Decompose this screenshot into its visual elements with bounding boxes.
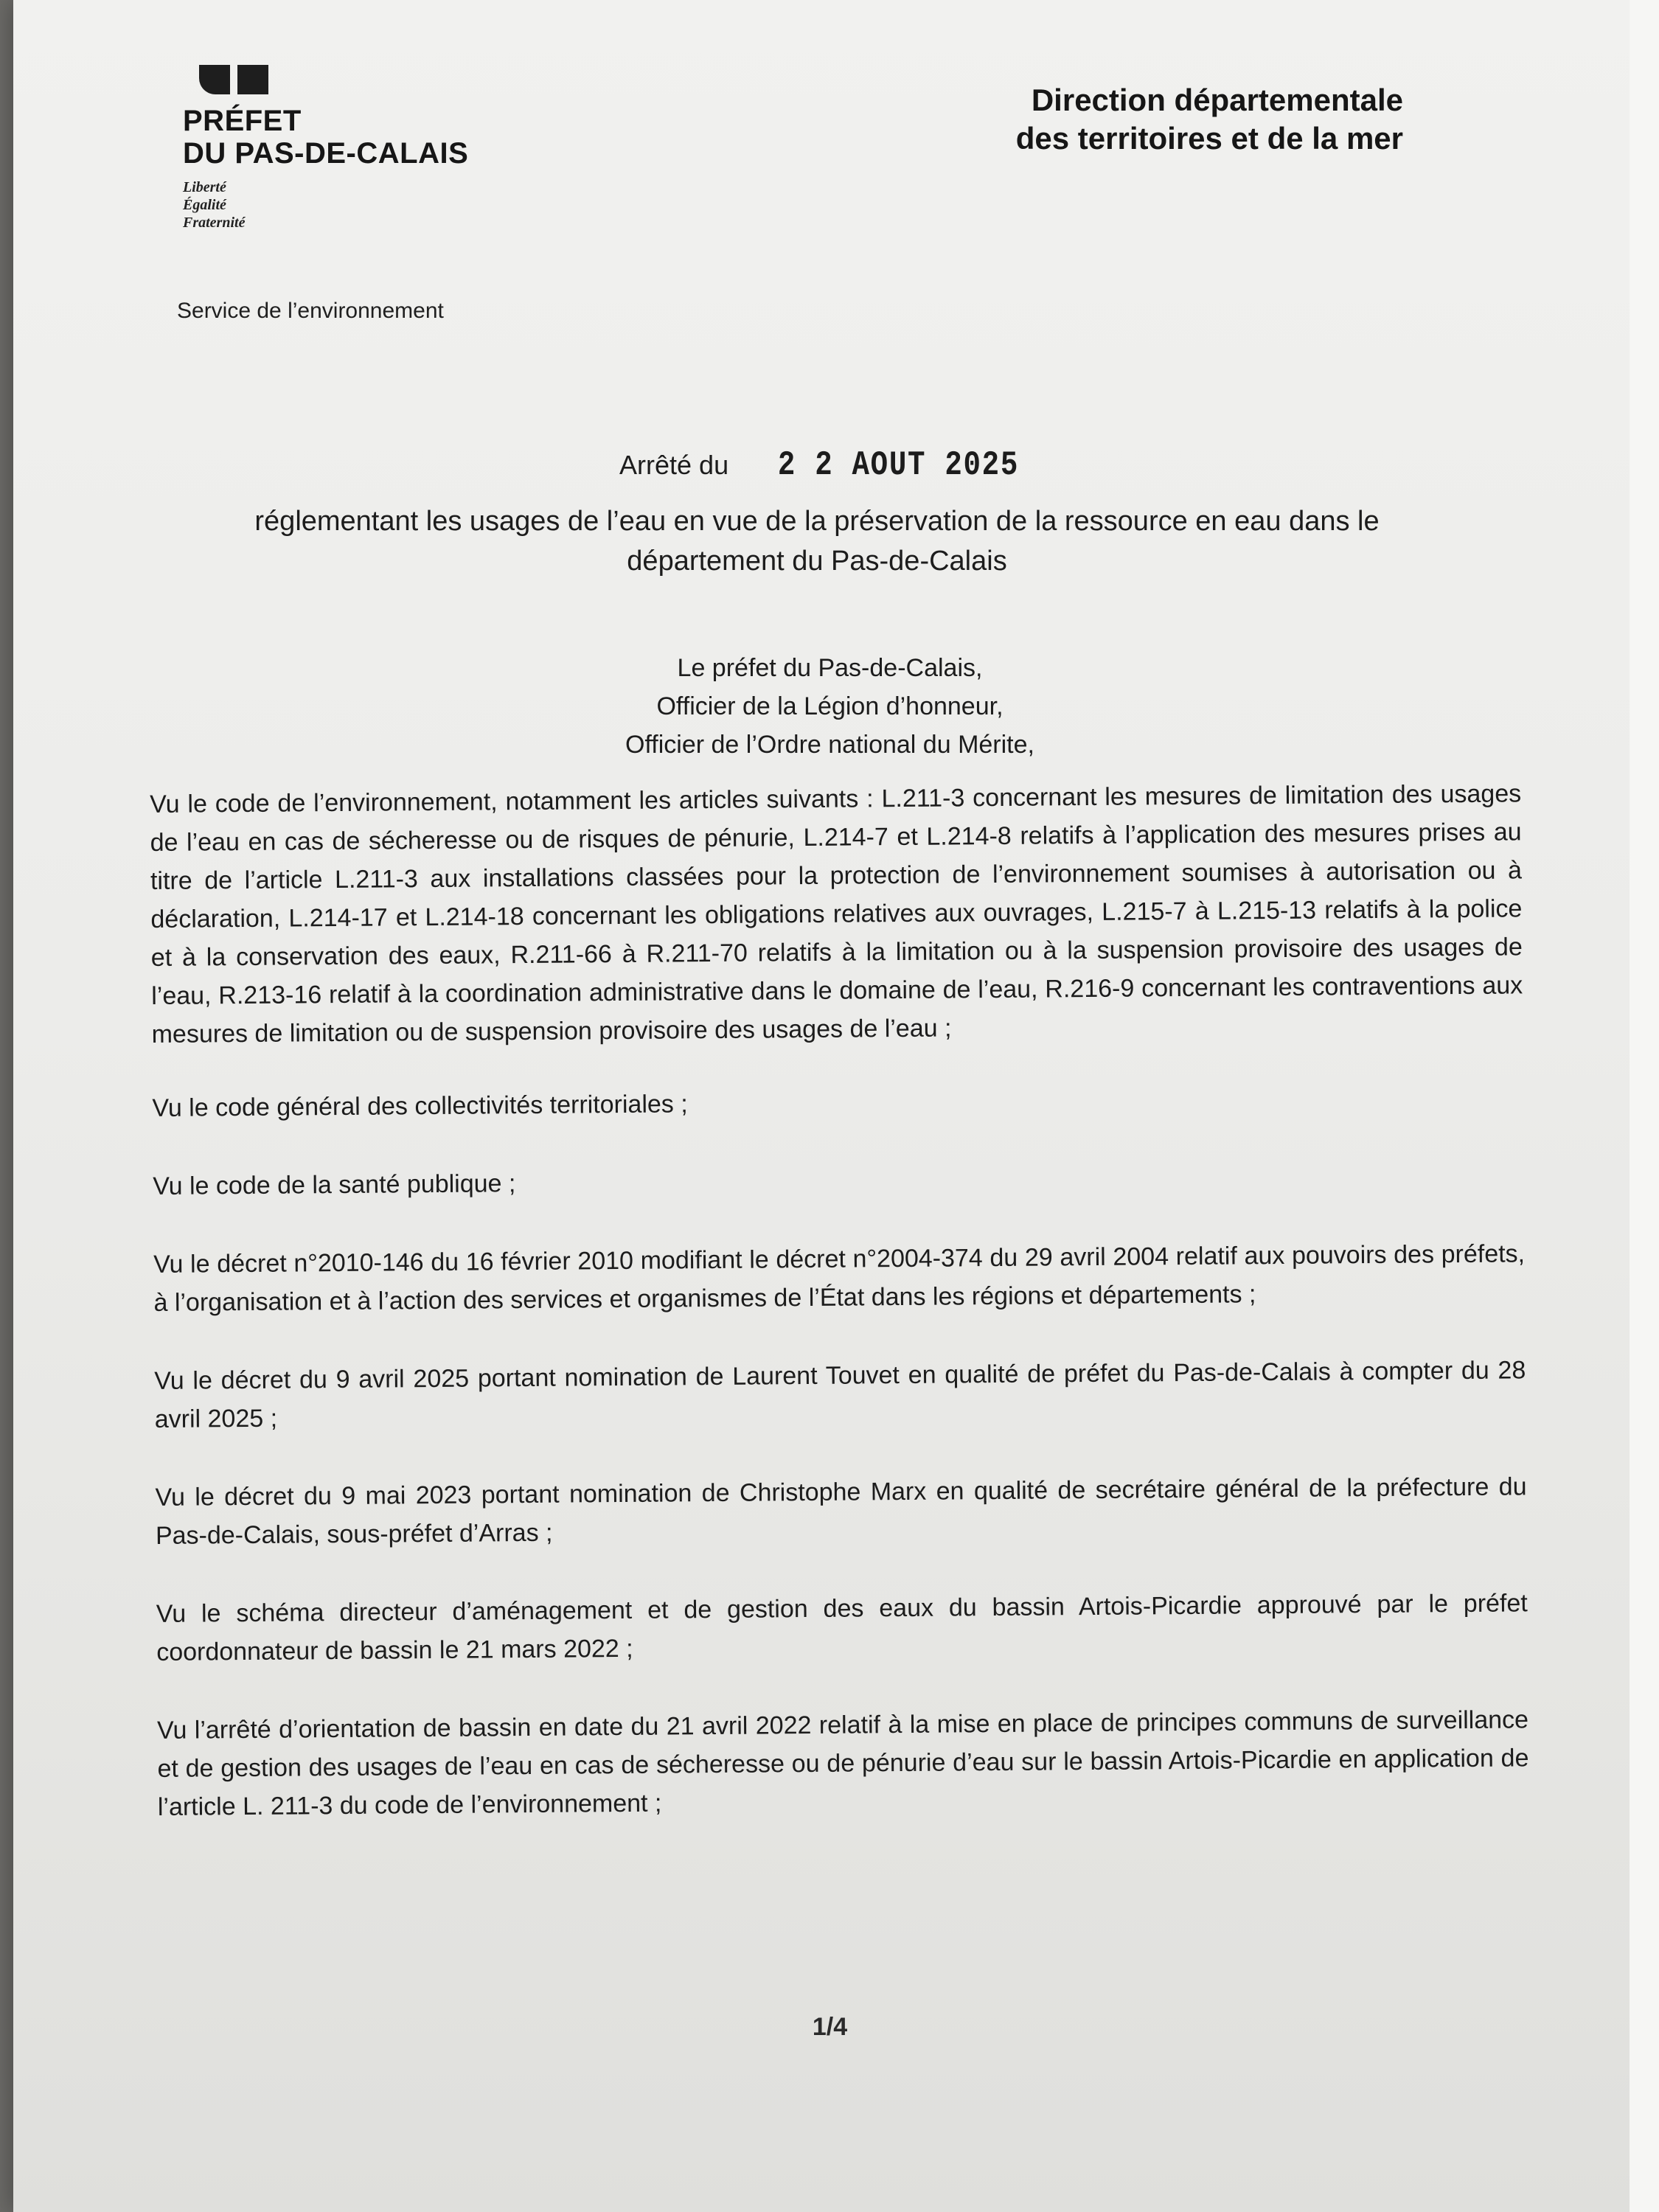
visa-paragraph: Vu le décret du 9 avril 2025 portant nomination de Laurent Touvet en qualité de préfet du Pas-de-Calais à compter du 28 avril 2025 ; (154, 1356, 1526, 1433)
republic-motto (183, 178, 468, 232)
visa-paragraph: Vu l’arrêté d’orientation de bassin en date du 21 avril 2022 relatif à la mise en place de principes communs de surveillance et de gestion des usages de l’eau en cas de sécheresse ou de pénurie d’eau sur le bassin Artois-Picardie en application de l’article L. 211-3 du code de l’environnement ; (156, 1705, 1529, 1821)
visa-paragraph: Vu le code de l’environnement, notamment les articles suivants : L.211-3 concernant les mesures de limitation des usages de l’eau en cas de sécheresse ou de risques de pénurie, L.214-7 et L.214-8 relatifs à l’application des mesures prises au titre de l’article L.211-3 aux installations classées pour la protection de l’environnement soumises à autorisation ou à déclaration, L.214-17 et L.214-18 concernant les obligations relatives aux ouvrages, L.215-7 à L.215-13 relatifs à la police et à la conservation des eaux, R.211-66 à R.211-70 relatifs à la limitation ou à la suspension provisoire des usages de l’eau, R.213-16 relatif à la coordination administrative dans le domaine de l’eau, R.216-9 concernant les contraventions aux mesures de limitation ou de suspension provisoire des usages de l’eau ; (150, 779, 1523, 1048)
prefet-title-line1: PRÉFET (183, 105, 302, 137)
page-number: 1/4 (812, 2013, 848, 2041)
marianne-logo-icon (199, 65, 468, 94)
arrete-label: Arrêté du (619, 450, 729, 480)
signatory-block (13, 649, 1646, 764)
motto-egalite: Égalité (183, 197, 226, 213)
motto-liberte: Liberté (183, 179, 226, 195)
prefet-title-line2: DU PAS-DE-CALAIS (183, 137, 469, 170)
arrete-heading (13, 446, 1646, 484)
direction-heading (1016, 81, 1403, 158)
service-name: Service de l’environnement (177, 299, 444, 323)
underlying-page-edge (1630, 0, 1659, 2212)
motto-fraternite: Fraternité (183, 215, 246, 231)
arrete-subject: réglementant les usages de l’eau en vue de la préservation de la ressource en eau dans le département du Pas-de-Calais (254, 506, 1380, 577)
prefet-title (183, 105, 468, 170)
visa-paragraph: Vu le décret du 9 mai 2023 portant nomination de Christophe Marx en qualité de secrétaire général de la préfecture du Pas-de-Calais, sous-préfet d’Arras ; (155, 1472, 1527, 1550)
prefecture-logo-block (183, 65, 468, 232)
visas-body (150, 774, 1529, 1866)
visa-paragraph: Vu le code général des collectivités territoriales ; (152, 1090, 688, 1122)
signatory-line: Officier de l’Ordre national du Mérite, (625, 731, 1034, 759)
visa-paragraph: Vu le schéma directeur d’aménagement et de gestion des eaux du bassin Artois-Picardie approuvé par le préfet coordonnateur de bassin le 21 mars 2022 ; (156, 1589, 1528, 1666)
arrete-date-stamp: 2 2 AOUT 2025 (777, 446, 1020, 484)
visa-paragraph: Vu le code de la santé publique ; (153, 1169, 516, 1200)
signatory-line: Le préfet du Pas-de-Calais, (677, 654, 983, 682)
visa-paragraph: Vu le décret n°2010-146 du 16 février 2010 modifiant le décret n°2004-374 du 29 avril 2004 relatif aux pouvoirs des préfets, à l’organisation et à l’action des services et organismes de l’État dans les régions et départements ; (153, 1239, 1526, 1317)
signatory-line: Officier de la Légion d’honneur, (656, 692, 1004, 720)
document-page (13, 0, 1646, 2212)
direction-line2: des territoires et de la mer (1015, 121, 1403, 156)
direction-line1: Direction départementale (1031, 83, 1403, 117)
